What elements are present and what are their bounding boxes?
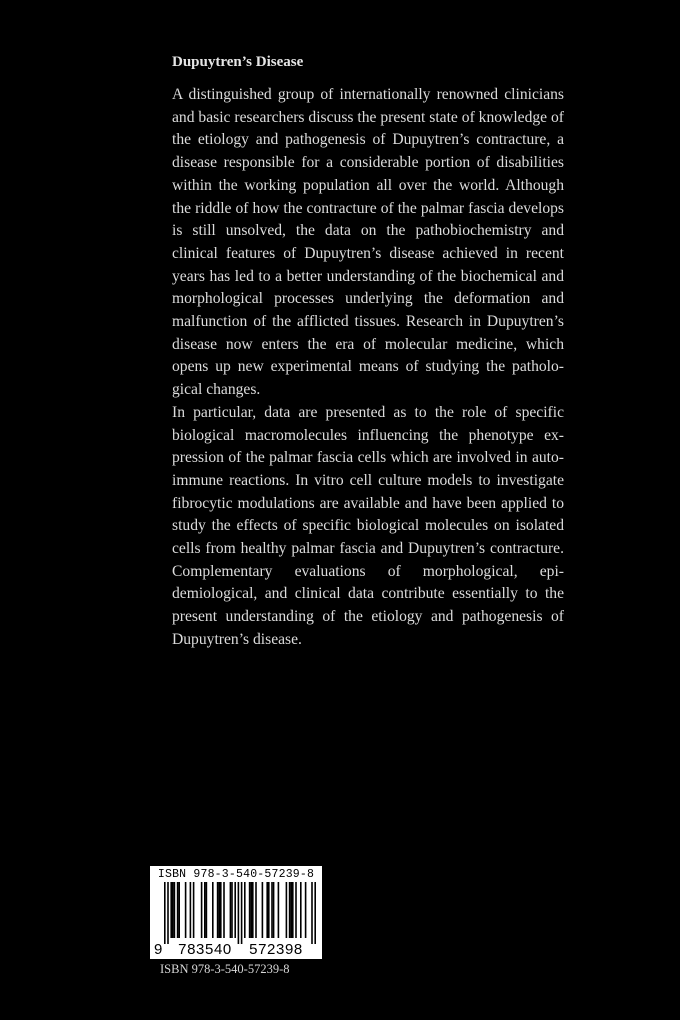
barcode-digits	[150, 941, 322, 959]
barcode-bar	[300, 882, 302, 938]
barcode-bar	[170, 882, 172, 938]
barcode-bar	[252, 882, 254, 938]
barcode-bar	[290, 882, 292, 938]
barcode-bar	[174, 882, 176, 938]
barcode-bar	[295, 882, 297, 938]
barcode-bar	[271, 882, 273, 938]
barcode-bar	[268, 882, 270, 938]
barcode-bar	[218, 882, 220, 938]
barcode-bar	[190, 882, 192, 938]
barcode-bar	[278, 882, 280, 938]
barcode-isbn-text: ISBN 978-3-540-57239-8	[157, 868, 315, 881]
barcode-label	[150, 866, 322, 959]
barcode-bar	[172, 882, 174, 938]
barcode-bar	[204, 882, 206, 938]
barcode-bar	[286, 882, 288, 938]
book-title: Dupuytren’s Disease	[172, 54, 304, 70]
barcode-left-digits: 783540	[178, 941, 232, 958]
barcode-bar	[164, 882, 166, 944]
barcode-bar	[250, 882, 252, 938]
barcode-bar	[217, 882, 219, 938]
barcode-bar	[185, 882, 187, 938]
barcode-bar	[212, 882, 214, 938]
barcode-bar	[178, 882, 180, 938]
barcode-bar	[167, 882, 169, 944]
barcode-bar	[220, 882, 222, 938]
blurb-paragraph-1: A distinguished group of internationally renowned clinicians and basic researchers discuss the present state of knowledge of the etiology and pathogenesis of Dupuytren’s contracture, a disease responsible for a considerable portion of disabilities within the working population all over the world. Although the riddle of how the contracture of the palmar fascia develops is still unsolved, the data on the pathobiochemistry and clinical features of Dupuytren’s disease achieved in recent years has led to a better understanding of the biochemical and morphological processes underlying the deformation and malfunction of the afflicted tissues. Research in Dupuytren’s disease now enters the era of molecular medicine, which opens up new experimental means of studying the pathological changes.	[172, 86, 564, 399]
barcode-right-digits: 572398	[249, 941, 303, 958]
barcode-bar	[262, 882, 264, 938]
barcode-bar	[305, 882, 307, 938]
barcode-bar	[230, 882, 232, 938]
barcode-bar	[177, 882, 179, 938]
barcode-lead-digit: 9	[154, 941, 163, 958]
barcode-bar	[238, 882, 240, 944]
barcode-bar	[314, 882, 316, 944]
barcode-bar	[241, 882, 243, 944]
barcode-bar	[244, 882, 246, 938]
barcode-bar	[292, 882, 294, 938]
barcode-bar	[249, 882, 251, 938]
blurb	[172, 84, 564, 652]
blurb-paragraph-2: In particular, data are presented as to the role of specific biological macromolecules influencing the phenotype expression of the palmar fascia cells which are involved in autoimmune reactions. In vitro cell culture models to investigate fibrocytic modulations are available and have been applied to study the effects of specific biological molecules on isolated cells from healthy palmar fascia and Dupuytren’s contracture. Complementary evaluations of morphological, epidemiological, and clinical data contribute essentially to the present understanding of the etiology and pathogenesis of Dupuytren’s disease.	[172, 403, 564, 648]
barcode-bar	[231, 882, 233, 938]
barcode-bar	[255, 882, 257, 938]
barcode-bar	[193, 882, 195, 938]
ean13-barcode	[150, 882, 322, 944]
barcode-bar	[289, 882, 291, 938]
barcode-bar	[201, 882, 203, 938]
barcode-bar	[311, 882, 313, 944]
isbn-footer: ISBN 978-3-540-57239-8	[160, 962, 290, 976]
barcode-bar	[266, 882, 268, 938]
barcode-bar	[234, 882, 236, 938]
barcode-bar	[223, 882, 225, 938]
barcode-bar	[273, 882, 275, 938]
barcode-bar	[206, 882, 208, 938]
